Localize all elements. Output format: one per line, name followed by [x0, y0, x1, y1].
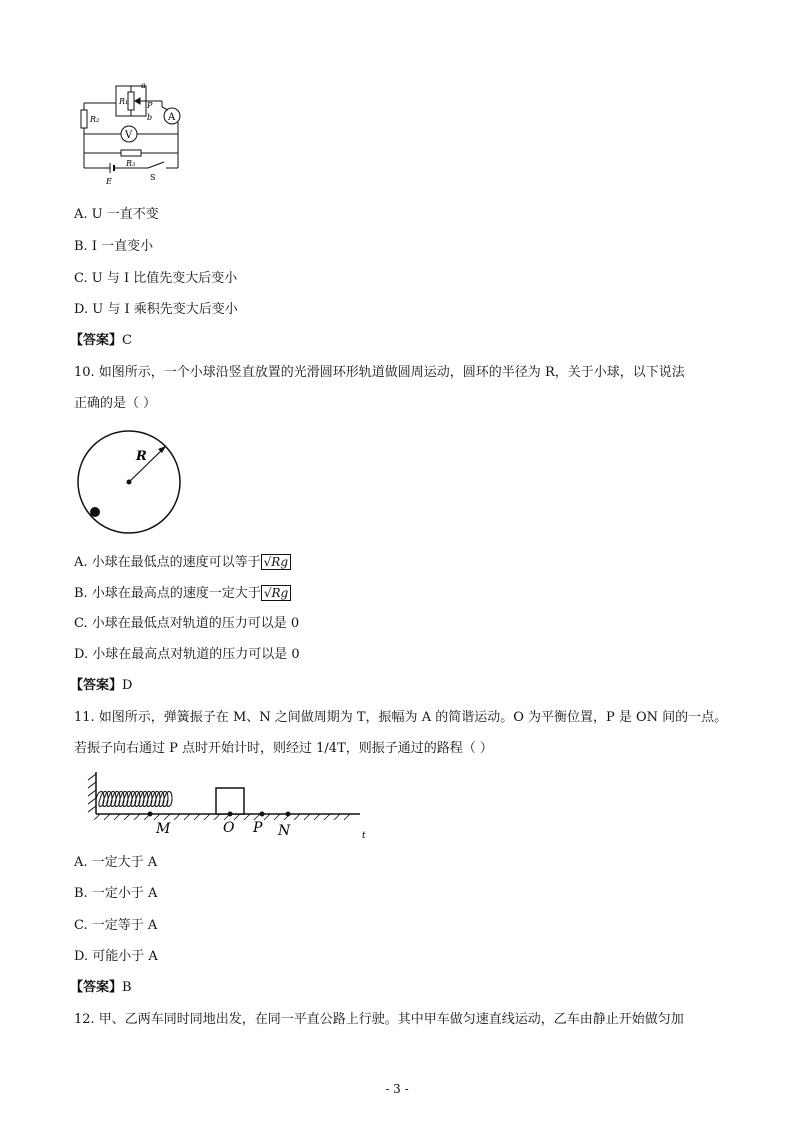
label-r3: R₃	[126, 159, 136, 168]
circuit-diagram	[74, 80, 194, 192]
label-r1: R₁	[119, 97, 129, 106]
ball	[90, 507, 100, 517]
label-ammeter: A	[168, 112, 176, 123]
q10-stem-line1: 10. 如图所示，一个小球沿竖直放置的光滑圆环形轨道做圆周运动，圆环的半径为 R，关于小球，以下说法	[74, 365, 685, 380]
q10-option-d: D. 小球在最高点对轨道的压力可以是 0	[74, 647, 300, 662]
q10-option-b: B. 小球在最高点的速度一定大于 √Rg	[74, 585, 291, 602]
sqrt-rg-box: √Rg	[261, 554, 291, 570]
q10-option-a: A. 小球在最低点的速度可以等于 √Rg	[74, 554, 291, 571]
label-radius: R	[136, 449, 147, 464]
q9-option-a: A. U 一直不变	[74, 207, 159, 222]
q11-option-b: B. 一定小于 A	[74, 886, 158, 901]
label-voltmeter: V	[125, 130, 133, 141]
q10-answer: 【答案】D	[70, 678, 133, 693]
label-m: M	[156, 821, 171, 837]
label-t: t	[362, 831, 366, 840]
label-e: E	[106, 177, 112, 186]
label-r2: R₂	[90, 115, 100, 124]
q10-option-c: C. 小球在最低点对轨道的压力可以是 0	[74, 616, 300, 631]
q9-option-d: D. U 与 I 乘积先变大后变小	[74, 302, 238, 317]
label-a: a	[141, 81, 146, 90]
label-b: b	[147, 113, 153, 122]
q11-answer: 【答案】B	[70, 980, 132, 995]
q11-stem-line2: 若振子向右通过 P 点时开始计时，则经过 1/4T，则振子通过的路程（ ）	[74, 741, 493, 756]
label-o: O	[223, 820, 235, 836]
page-number: - 3 -	[385, 1082, 409, 1096]
label-n: N	[278, 823, 291, 839]
q10-stem-line2: 正确的是（ ）	[74, 396, 157, 411]
q12-stem-line1: 12. 甲、乙两车同时同地出发，在同一平直公路上行驶。其中甲车做匀速直线运动，乙车由静止开始做匀加	[74, 1012, 684, 1027]
q9-answer: 【答案】C	[70, 333, 132, 348]
q9-option-c: C. U 与 I 比值先变大后变小	[74, 271, 238, 286]
label-p: P	[147, 101, 153, 110]
sqrt-rg-box: √Rg	[261, 585, 291, 601]
q11-stem-line1: 11. 如图所示，弹簧振子在 M、N 之间做周期为 T，振幅为 A 的简谐运动。O 为平衡位置，P 是 ON 间的一点。	[74, 710, 728, 725]
label-p: P	[253, 820, 263, 836]
label-s: S	[150, 173, 156, 182]
q11-option-c: C. 一定等于 A	[74, 918, 158, 933]
q11-option-a: A. 一定大于 A	[74, 855, 158, 870]
q11-option-d: D. 可能小于 A	[74, 949, 158, 964]
q9-option-b: B. I 一直变小	[74, 239, 154, 254]
circular-track-figure	[74, 428, 186, 536]
spring-oscillator-figure	[78, 768, 378, 840]
